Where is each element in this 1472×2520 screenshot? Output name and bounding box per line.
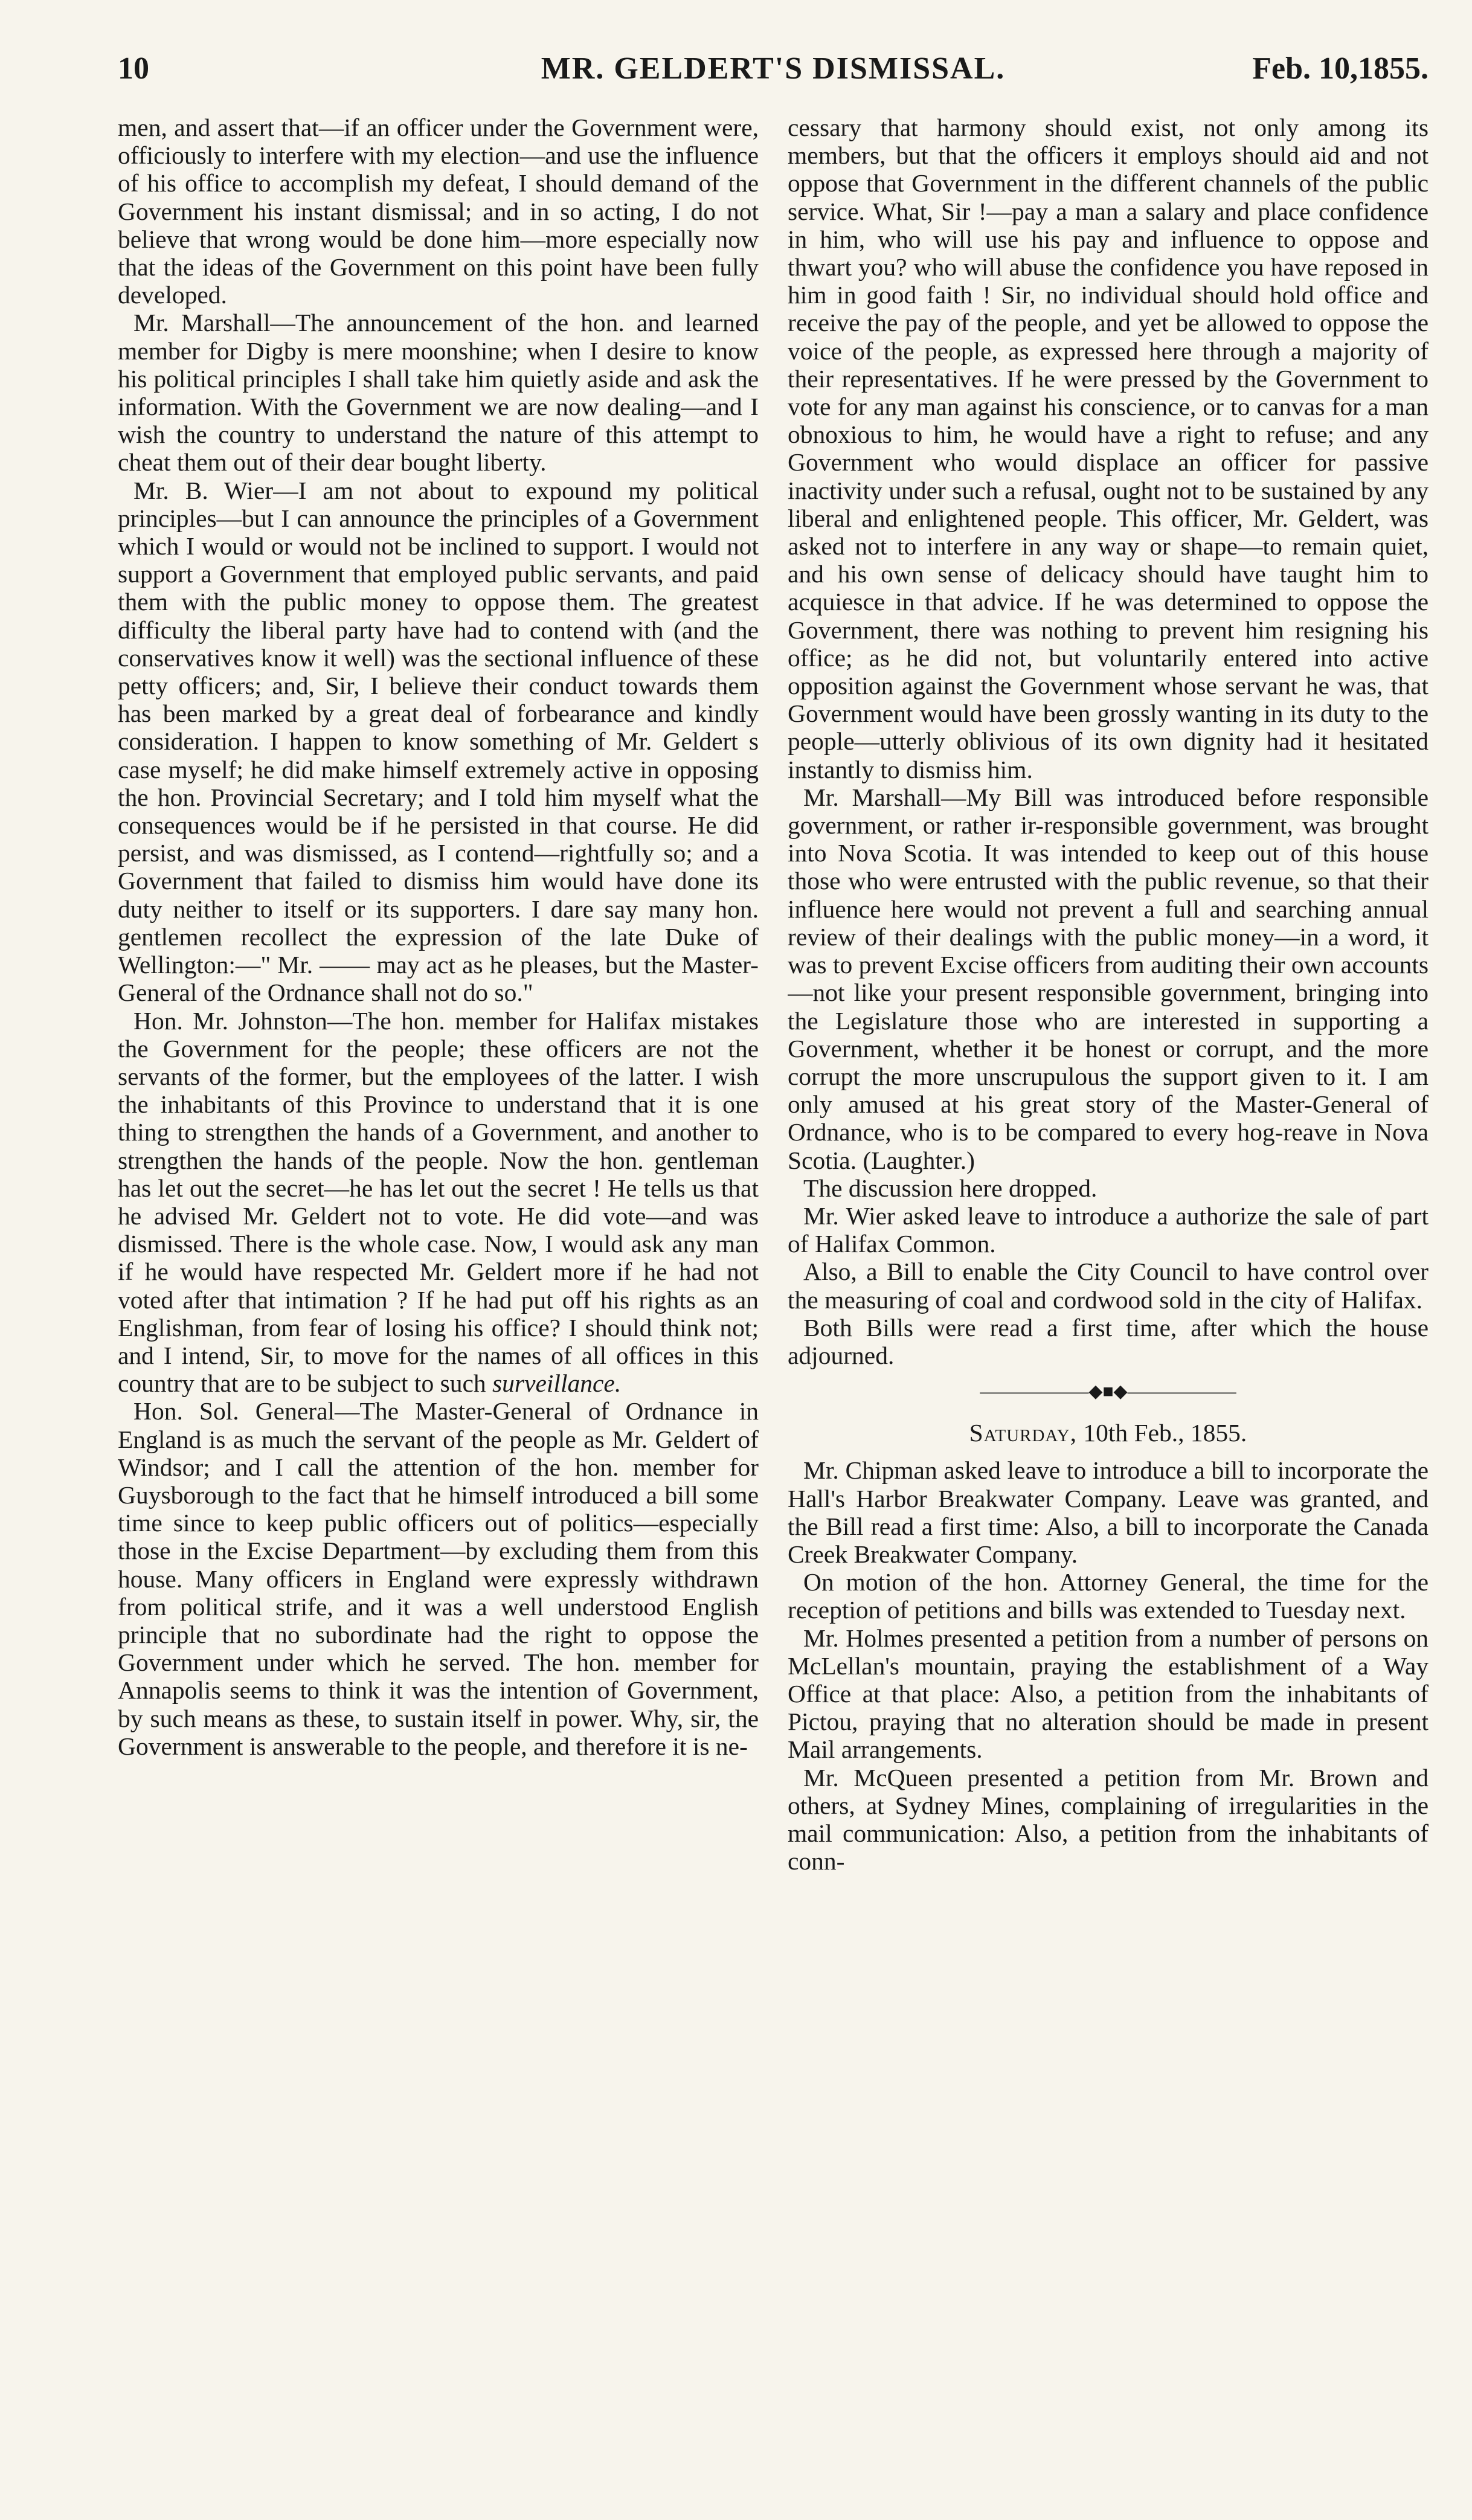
paragraph: Hon. Sol. General—The Master-General of Ordnance in England is as much the servant of the people as Mr. Geldert of Windsor; and I call the attention of the hon. member for Guysborough to the fact that he himself introduced a bill some time since to keep public officers out of politics—especially those in the Excise Department—by excluding them from this house. Many officers in England were expressly withdrawn from political strife, and it was a well understood English principle that no subordinate had the right to oppose the Government under which he served. The hon. member for Annapolis seems to think it was the intention of Government, by such means as these, to sustain itself in power. Why, sir, the Government is answerable to the people, and therefore it is ne- xyxy=(118,1397,759,1760)
italic-word: surveillance. xyxy=(492,1369,622,1398)
page-title: MR. GELDERT'S DISMISSAL. xyxy=(541,51,1006,86)
paragraph: Mr. B. Wier—I am not about to expound my political principles—but I can announce the principles of a Government which I would or would not be inclined to support. I would not support a Government that employed public servants, and paid them with the public money to oppose them. The greatest difficulty the liberal party have had to contend with (and the conservatives know it well) was the sectional influence of these petty officers; and, Sir, I believe their conduct towards them has been marked by a great deal of forbearance and kindly consideration. I happen to know something of Mr. Geldert s case myself; he did make himself extremely active in opposing the hon. Provincial Secretary; and I told him myself what the consequences would be if he persisted in that course. He did persist, and was dismissed, as I contend—rightfully so; and a Government that failed to dismiss him would have done its duty neither to itself or its supporters. I dare say many hon. gentlemen recollect the expression of the late Duke of Wellington:—" Mr. —— may act as he pleases, but the Master-General of the Ordnance shall not do so." xyxy=(118,476,759,1007)
paragraph: Mr. Chipman asked leave to introduce a bill to incorporate the Hall's Harbor Breakwater Company. Leave was granted, and the Bill read a first time: Also, a bill to incorporate the Canada Creek Breakwater Company. xyxy=(788,1456,1429,1568)
paragraph: men, and assert that—if an officer under the Government were, officiously to interfere with my election—and use the influence of his office to accomplish my defeat, I should demand of the Government his instant dismissal; and in so acting, I do not believe that wrong would be done him—more especially now that the ideas of the Government on this point have been fully developed. xyxy=(118,114,759,309)
paragraph: The discussion here dropped. xyxy=(803,1174,1098,1202)
divider-ornament: ——————◆■◆—————— xyxy=(980,1381,1236,1402)
paragraph: Mr. Marshall—The announcement of the hon. and learned member for Digby is mere moonshine; when I desire to know his political principles I shall take him quietly aside and ask the information. With the Government we are now dealing—and I wish the country to understand the nature of this attempt to cheat them out of their dear bought liberty. xyxy=(118,309,759,477)
paragraph: On motion of the hon. Attorney General, the time for the reception of petitions and bills was extended to Tuesday next. xyxy=(788,1568,1429,1624)
paragraph: Both Bills were read a first time, after which the house adjourned. xyxy=(788,1313,1429,1369)
section-heading-day: Saturday, xyxy=(969,1419,1078,1447)
paragraph: Mr. McQueen presented a petition from Mr. Brown and others, at Sydney Mines, complaining of irregularities in the mail communication: Also, a petition from the inhabitants of conn- xyxy=(788,1763,1429,1876)
left-column xyxy=(118,114,759,2501)
paragraph: Mr. Marshall—My Bill was introduced before responsible government, or rather ir-responsible government, was brought into Nova Scotia. It was intended to keep out of this house those who were entrusted with the public revenue, so that their influence here would not prevent a full and searching annual review of their dealings with the public money—in a word, it was to prevent Excise officers from auditing their own accounts—not like your present responsible government, bringing into the Legislature those who are interested in supporting a Government, whether it be honest or corrupt, and the more corrupt the more unscrupulous the support given to it. I am only amused at his great story of the Master-General of Ordnance, who is to be compared to every hog-reave in Nova Scotia. (Laughter.) xyxy=(788,783,1429,1174)
page-number: 10 xyxy=(118,51,149,86)
paragraph: Mr. Holmes presented a petition from a number of persons on McLellan's mountain, praying the establishment of a Way Office at that place: Also, a petition from the inhabitants of Pictou, praying that no alteration should be made in present Mail arrangements. xyxy=(788,1624,1429,1764)
paragraph: Also, a Bill to enable the City Council to have control over the measuring of coal and cordwood sold in the city of Halifax. xyxy=(788,1258,1429,1314)
page-date: Feb. 10,1855. xyxy=(1252,51,1429,86)
paragraph xyxy=(118,1007,759,1398)
section-divider xyxy=(788,1383,1429,1401)
paragraph: cessary that harmony should exist, not only among its members, but that the officers it employs should aid and not oppose that Government in the different channels of the public service. What, Sir !—pay a man a salary and place confidence in him, who will use his pay and influence to oppose and thwart you? who will abuse the confidence you have reposed in him in good faith ! Sir, no individual should hold office and receive the pay of the people, and yet be allowed to oppose the voice of the people, as expressed here through a majority of their representatives. If he were pressed by the Government to vote for any man against his conscience, or to canvas for a man obnoxious to him, he would have a right to refuse; and any Government who would displace an officer for passive inactivity under such a refusal, ought not to be sustained by any liberal and enlightened people. This officer, Mr. Geldert, was asked not to interfere in any way or shape—to remain quiet, and his own sense of delicacy should have taught him to acquiesce in that advice. If he was determined to oppose the Government, there was nothing to prevent him resigning his office; as he did not, but voluntarily entered into active opposition against the Government whose servant he was, that Government would have been grossly wanting in its duty to the people—utterly oblivious of its own dignity had it hesitated instantly to dismiss him. xyxy=(788,114,1429,783)
newspaper-page xyxy=(118,48,1429,2501)
paragraph: Mr. Wier asked leave to introduce a authorize the sale of part of Halifax Common. xyxy=(788,1201,1429,1258)
right-column xyxy=(788,114,1429,2501)
section-heading-date: 10th Feb., 1855. xyxy=(1077,1419,1247,1447)
section-heading xyxy=(788,1419,1429,1447)
text-columns xyxy=(118,114,1429,2501)
page-header xyxy=(118,48,1429,106)
paragraph-text: Hon. Mr. Johnston—The hon. member for Halifax mistakes the Government for the people; these officers are not the servants of the former, but the employees of the latter. I wish the inhabitants of this Province to understand that it is one thing to strengthen the hands of a Government, and another to strengthen the hands of the people. Now the hon. gentleman has let out the secret—he has let out the secret ! He tells us that he advised Mr. Geldert not to vote. He did vote—and was dismissed. There is the whole case. Now, I would ask any man if he would have respected Mr. Geldert more if he had not voted after that intimation ? If he had put off his rights as an Englishman, from fear of losing his office? I should think not; and I intend, Sir, to move for the names of all offices in this country that are to be subject to such xyxy=(118,1006,759,1398)
